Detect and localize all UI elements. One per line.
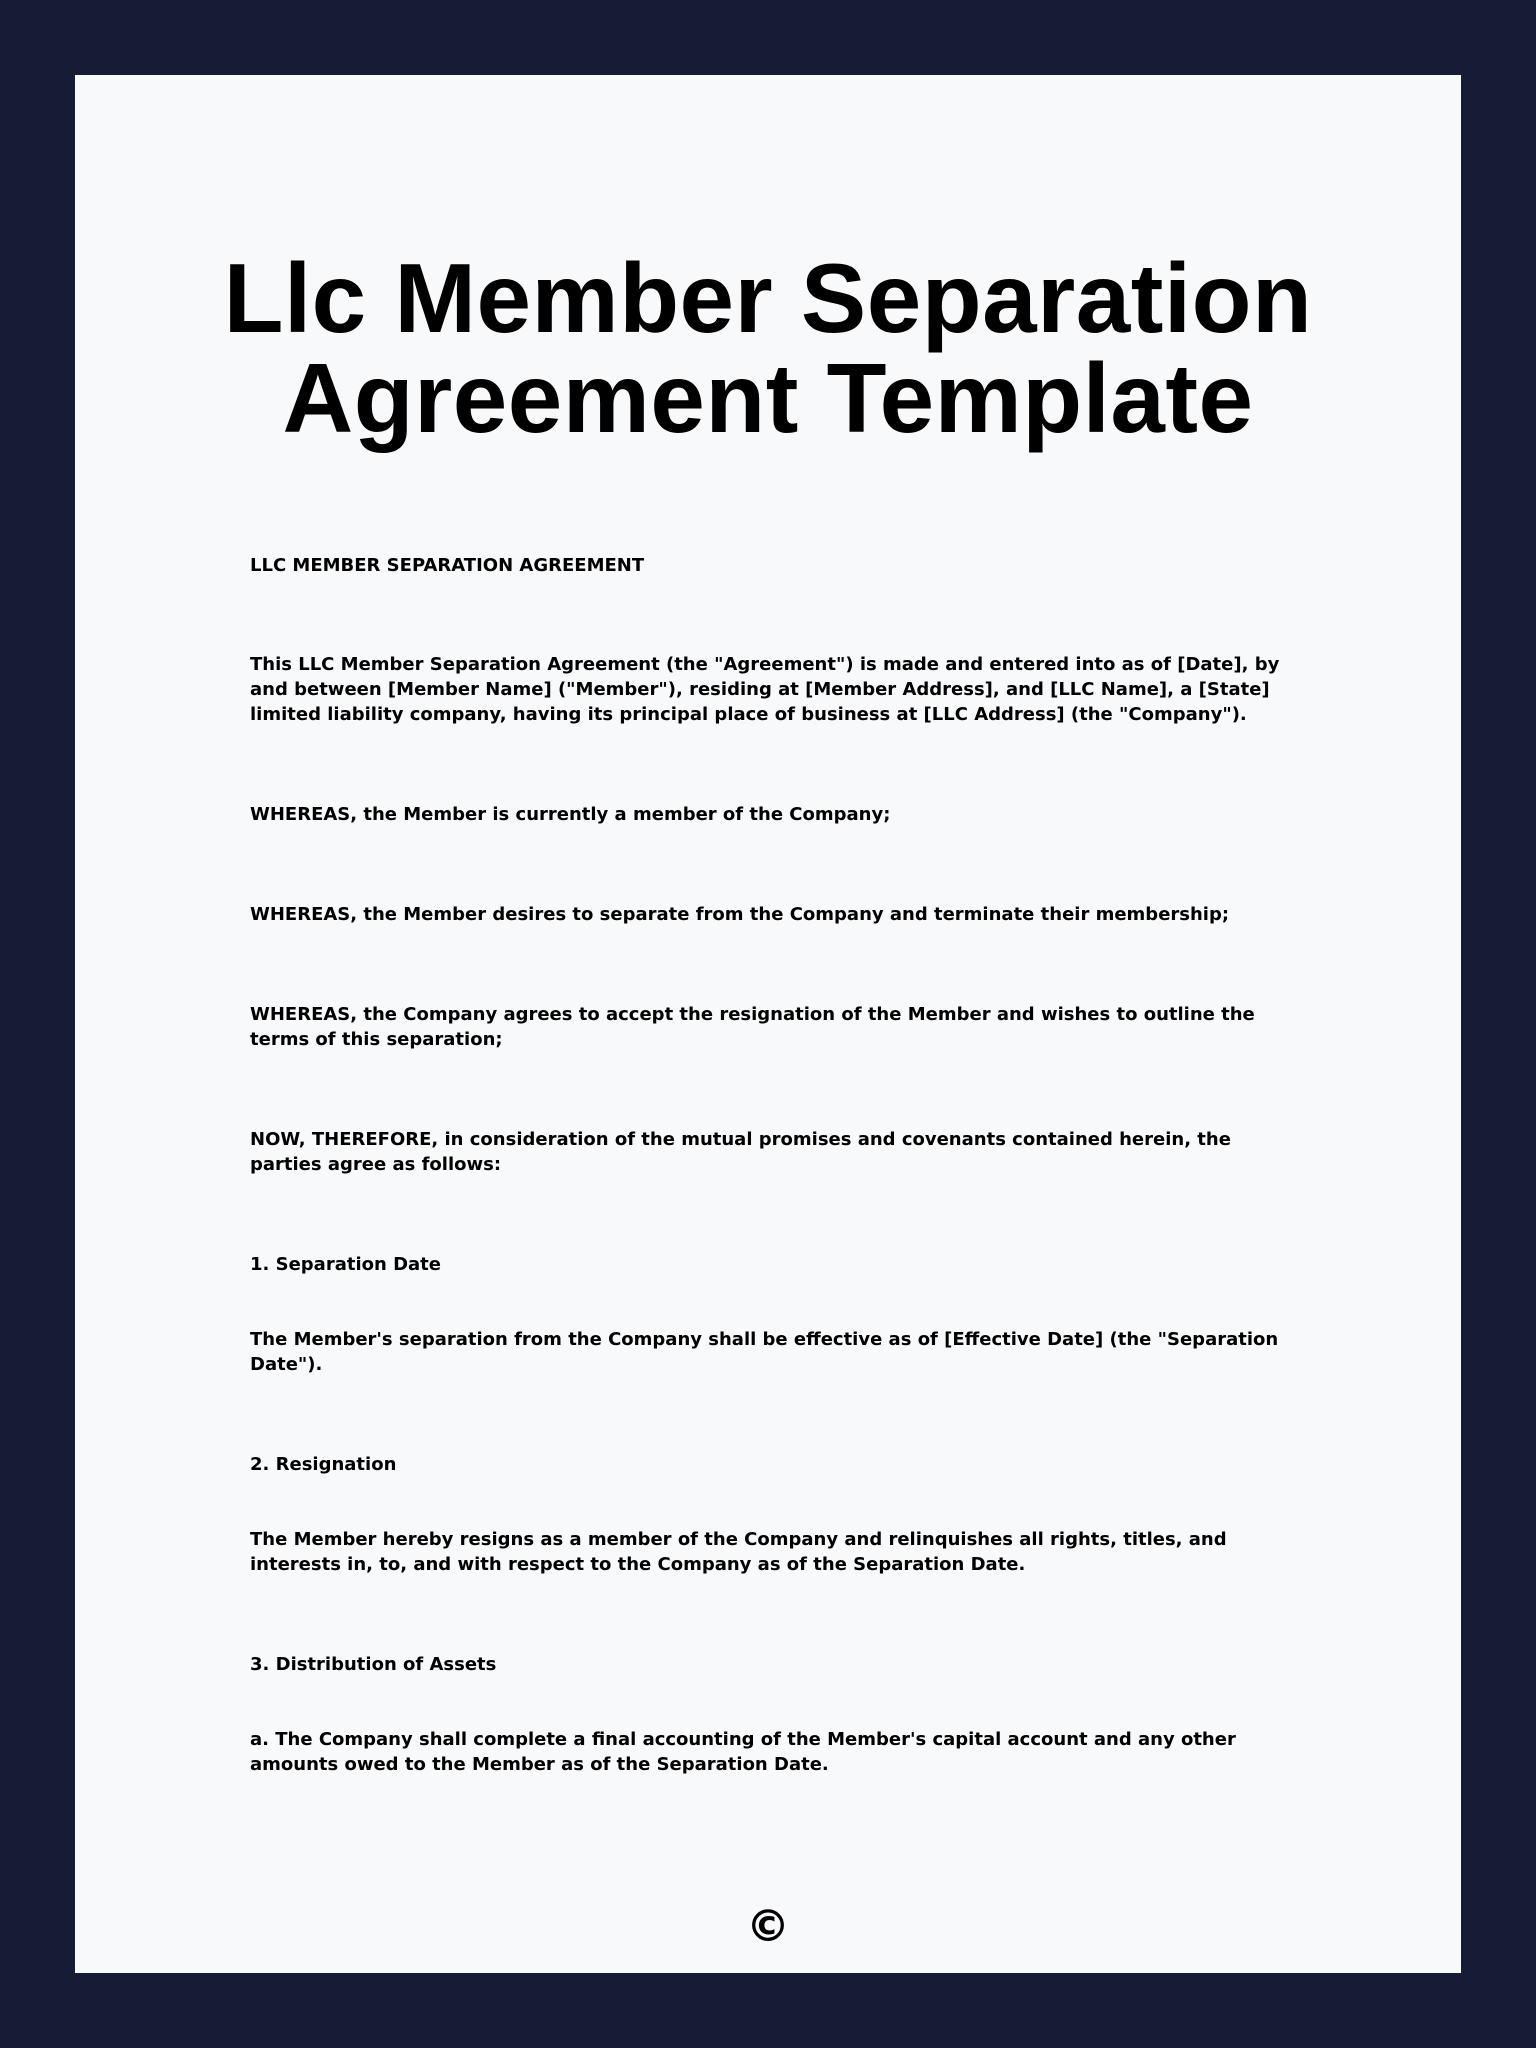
section-body-distribution-of-assets: a. The Company shall complete a final accounting of the Member's capital account and any other amounts owed to the Member as of the Separation Date. (250, 1729, 1236, 1775)
intro-paragraph: This LLC Member Separation Agreement (the "Agreement") is made and entered into as of [Date], by and between [Member Name] ("Member"), residing at [Member Address], and [LLC Name], a [State] limited liability company, having its principal place of business at [LLC Address] (the "Company"). (250, 654, 1280, 725)
recital-3: WHEREAS, the Company agrees to accept the resignation of the Member and wishes to outline the terms of this separation; (250, 1004, 1255, 1050)
section-heading-resignation: 2. Resignation (250, 1454, 397, 1475)
section-body-resignation: The Member hereby resigns as a member of the Company and relinquishes all rights, titles, and interests in, to, and with respect to the Company as of the Separation Date. (250, 1529, 1227, 1575)
agreement-heading: LLC MEMBER SEPARATION AGREEMENT (250, 555, 645, 576)
section-heading-separation-date: 1. Separation Date (250, 1254, 441, 1275)
now-therefore-paragraph: NOW, THEREFORE, in consideration of the mutual promises and covenants contained herein, the parties agree as follows: (250, 1129, 1231, 1175)
recital-1: WHEREAS, the Member is currently a member of the Company; (250, 804, 891, 825)
recital-2: WHEREAS, the Member desires to separate from the Company and terminate their membership; (250, 904, 1230, 925)
document-title: Llc Member Separation Agreement Template (223, 243, 1313, 453)
copyright-icon: © (746, 1901, 790, 1952)
section-body-separation-date: The Member's separation from the Company shall be effective as of [Effective Date] (the "Separation Date"). (250, 1329, 1279, 1375)
section-heading-distribution-of-assets: 3. Distribution of Assets (250, 1654, 497, 1675)
